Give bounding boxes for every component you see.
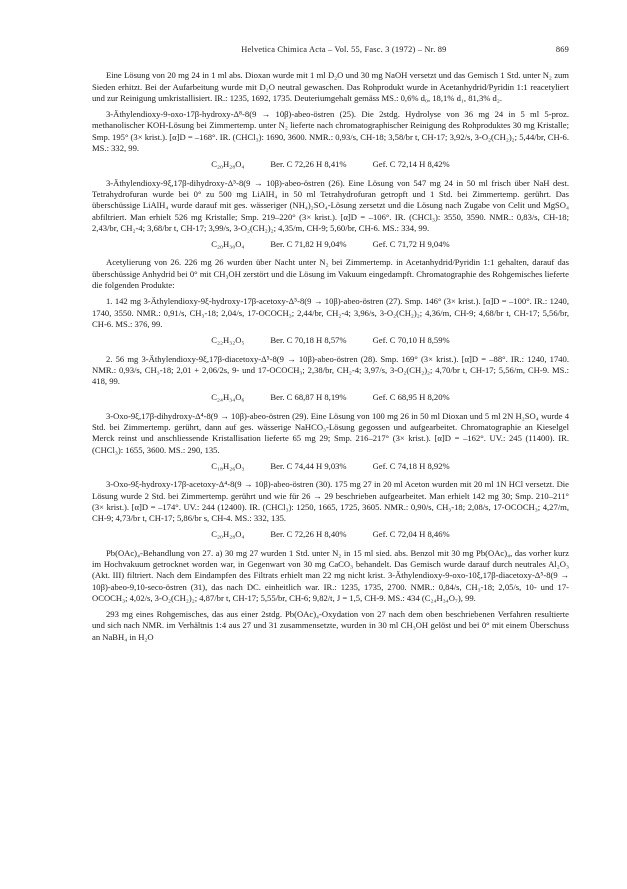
molecular-formula: C₁₈H₂₆O₃ (211, 460, 245, 471)
found-values: Gef. C 71,72 H 9,04% (372, 239, 450, 250)
found-values: Gef. C 74,18 H 8,92% (372, 460, 450, 471)
paragraph: 1. 142 mg 3-Äthylendioxy-9ξ-hydroxy-17β-acetoxy-Δ⁵-8(9 → 10β)-abeo-östren (27). Smp. 146° (3× krist.). [α]D = –100°. IR.: 1240, 1740, 3550. NMR.: 0,91/s, CH₃-18; 2,04/s, 17-OCOCH₃; 2,44/br, CH₂-4; 3,96/s, 3-O₂(CH₂)₂; 4,36/m, CH-9; 4,68/br t, CH-17; 5,56/br, CH-6. MS.: 376, 99. (92, 296, 569, 329)
paragraph: 3-Äthylendioxy-9-oxo-17β-hydroxy-Δ⁸-8(9 → 10β)-abeo-östren (25). Die 2stdg. Hydrolyse von 36 mg 24 in 5 ml 5-proz. methanolischer KOH-Lösung bei Zimmertemp. unter N₂ lieferte nach chromatographischer Reinigung des Rohproduktes 30 mg Kristalle; Smp. 195° (3× krist.). [α]D = –168°. IR. (CHCl₃): 1690, 3600. NMR.: 0,93/s, CH-18; 3,58/br t, CH-17; 3,92/s, 3-O₂(CH₂)₂; 5,44/br, CH-6. MS.: 332, 99. (92, 109, 569, 154)
molecular-formula: C₂₀H₂₈O₄ (211, 529, 245, 540)
paragraph: 3-Oxo-9ξ,17β-dihydroxy-Δ⁴-8(9 → 10β)-abeo-östren (29). Eine Lösung von 100 mg 26 in 50 ml Dioxan und 5 ml 2N H₂SO₄ wurde 4 Std. bei Zimmertemp. gerührt, dann auf ges. wässerige NaHCO₃-Lösung gegossen und aufgearbeitet. Chromatographie an Kieselgel Merck reinst und anschliessende Kristallisation lieferte 65 mg 29; Smp. 216–217° (3× krist.). [α]D = –162°. UV.: 245 (11400). IR. (CHCl₃): 1655, 3600. MS.: 290, 135. (92, 410, 569, 455)
molecular-formula: C₂₄H₃₄O₆ (211, 392, 245, 403)
paragraph: 293 mg eines Rohgemisches, das aus einer 2stdg. Pb(OAc)₄-Oxydation von 27 nach dem oben beschriebenen Verfahren resultierte und sich nach NMR. im Verhältnis 1:4 aus 27 und 31 zusammensetzte, wurden in 30 ml CH₃OH gelöst und bei 0° mit einem Überschuss an NaBH₄ in H₂O (92, 609, 569, 642)
found-values: Gef. C 68,95 H 8,20% (372, 392, 450, 403)
elemental-analysis (92, 239, 569, 250)
paragraph: Pb(OAc)₄-Behandlung von 27. a) 30 mg 27 wurden 1 Std. unter N₂ in 15 ml sied. abs. Benzol mit 30 mg Pb(OAc)₄, das vorher kurz im Hochvakuum getrocknet worden war, in Gegenwart von 30 mg CaCO₃ behandelt. Das Gemisch wurde darauf durch neutrales Al₂O₃ (Akt. III) filtriert. Nach dem Eindampfen des Filtrats erhielt man 22 mg nicht krist. 3-Äthylendioxy-9-oxo-10ξ,17β-diacetoxy-Δ⁵-8(9 → 10β)-abeo-9,10-seco-östren (31), das nach DC. einheitlich war. IR.: 1235, 1735, 2700. NMR.: 0,84/s, CH₃-18; 2,05/s, 10- und 17-OCOCH₃; 4,02/s, 3-O₂(CH₂)₂; 4,87/br t, CH-17; 5,55/br, CH-6; 9,82/t, J = 1,5, CH-9. MS.: 434 (C₂₄H₃₄O₇), 99. (92, 547, 569, 603)
elemental-analysis (92, 335, 569, 346)
found-values: Gef. C 72,14 H 8,42% (372, 159, 450, 170)
paragraph: 3-Oxo-9ξ-hydroxy-17β-acetoxy-Δ⁴-8(9 → 10β)-abeo-östren (30). 175 mg 27 in 20 ml Aceton wurden mit 20 ml 1N HCl versetzt. Die Lösung wurde 2 Std. bei Zimmertemp. gerührt und wie für 26 → 29 beschrieben aufgearbeitet. Man erhielt 142 mg 30; Smp. 210–211° (3× krist.). [α]D = –174°. UV.: 244 (12400). IR. (CHCl₃): 1250, 1665, 1725, 3605. NMR.: 0,90/s, CH₃-18; 2,08/s, 17-OCOCH₃; 4,27/m, CH-9; 4,73/br t, CH-17; 5,86/br s, CH-4. MS.: 332, 135. (92, 479, 569, 524)
paragraph: 3-Äthylendioxy-9ξ,17β-dihydroxy-Δ⁵-8(9 → 10β)-abeo-östren (26). Eine Lösung von 547 mg 24 in 50 ml frisch über NaH dest. Tetrahydrofuran wurde bei 0° zu 500 mg LiAlH₄ in 50 ml Tetrahydrofuran getropft und 1 Std. bei Zimmertemp. gerührt. Das überschüssige LiAlH₄ wurde darauf mit ges. wässeriger (NH₄)₂SO₄-Lösung zersetzt und die Lösung nach Zugabe von Celit und MgSO₄ abfiltriert. Man erhielt 526 mg Kristalle; Smp. 219–220° (3× krist.). [α]D = –106°. IR. (CHCl₃): 3550, 3590. NMR.: 0,83/s, CH-18; 2,43/br, CH₂-4; 3,68/br t, CH-17; 3,99/s, 3-O₂(CH₂)₂; 4,35/m, CH-9; 5,60/br, CH-6. MS.: 334, 99. (92, 177, 569, 233)
elemental-analysis (92, 159, 569, 170)
journal-title: Helvetica Chimica Acta – Vol. 55, Fasc. 3 (1972) – Nr. 89 (241, 45, 447, 54)
calculated-values: Ber. C 72,26 H 8,40% (270, 529, 347, 540)
elemental-analysis (92, 529, 569, 540)
molecular-formula: C₂₀H₃₀O₄ (211, 239, 245, 250)
calculated-values: Ber. C 70,18 H 8,57% (270, 335, 347, 346)
found-values: Gef. C 72,04 H 8,46% (372, 529, 450, 540)
calculated-values: Ber. C 68,87 H 8,19% (270, 392, 347, 403)
page-number: 869 (555, 45, 569, 54)
calculated-values: Ber. C 74,44 H 9,03% (270, 460, 347, 471)
molecular-formula: C₂₀H₂₈O₄ (211, 159, 245, 170)
paragraph: Acetylierung von 26. 226 mg 26 wurden über Nacht unter N₂ bei Zimmertemp. in Acetanhydrid/Pyridin 1:1 gehalten, darauf das überschüssige Anhydrid bei 0° mit CH₃OH zerstört und die Lösung im Vakuum eingedampft. Chromatographie des Rohgemisches lieferte die folgenden Produkte: (92, 257, 569, 291)
calculated-values: Ber. C 72,26 H 8,41% (270, 159, 347, 170)
paragraph: Eine Lösung von 20 mg 24 in 1 ml abs. Dioxan wurde mit 1 ml D₂O und 30 mg NaOH versetzt und das Gemisch 1 Std. unter N₂ zum Sieden erhitzt. Bei der Aufarbeitung wurde mit D₂O neutral gewaschen. Das Rohprodukt wurde in Acetanhydrid/Pyridin 1:1 reacetyliert und zur Reinigung umkristallisiert. IR.: 1235, 1692, 1735. Deuteriumgehalt gemäss MS.: 0,6% d₀, 18,1% d₁, 81,3% d₂. (92, 70, 569, 103)
found-values: Gef. C 70,10 H 8,59% (372, 335, 450, 346)
molecular-formula: C₂₂H₃₂O₅ (211, 335, 245, 346)
calculated-values: Ber. C 71,82 H 9,04% (270, 239, 347, 250)
running-header (92, 44, 569, 55)
elemental-analysis (92, 392, 569, 403)
paragraph: 2. 56 mg 3-Äthylendioxy-9ξ,17β-diacetoxy-Δ⁵-8(9 → 10β)-abeo-östren (28). Smp. 169° (3× krist.). [α]D = –88°. IR.: 1240, 1740. NMR.: 0,93/s, CH₃-18; 2,01 + 2,06/2s, 9- und 17-OCOCH₃; 2,38/br, CH₂-4; 3,97/s, 3-O₂(CH₂)₂; 4,70/br t, CH-17; 5,56/m, CH-9. MS.: 418, 99. (92, 353, 569, 387)
elemental-analysis (92, 461, 569, 472)
